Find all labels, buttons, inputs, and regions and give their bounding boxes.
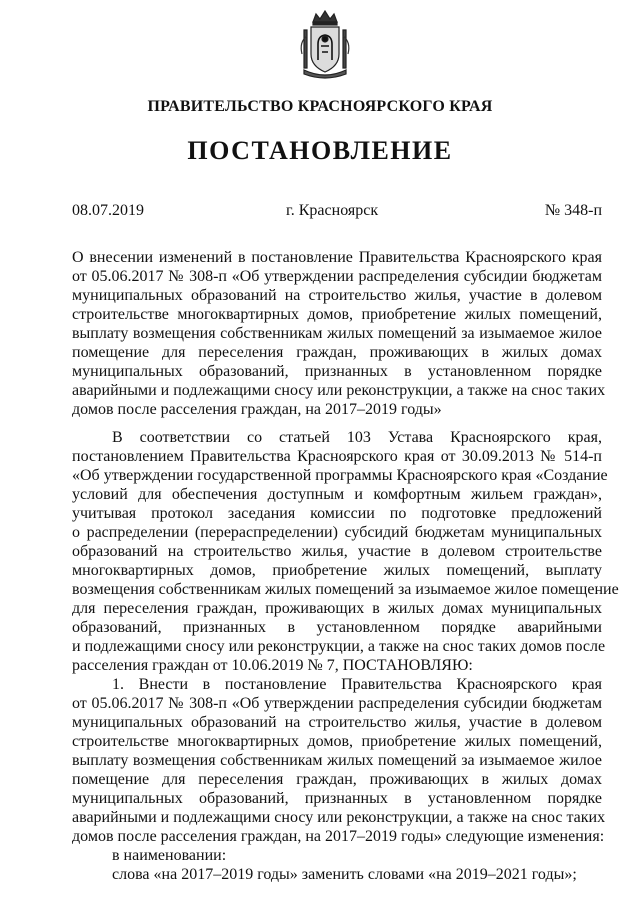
subject-line: выплату возмещения собственникам жилых помещений за изымаемое жилое	[72, 325, 602, 342]
coat-of-arms-icon	[296, 6, 354, 80]
body-line: муниципальных образований на строительство жилья, участие в долевом	[72, 714, 602, 731]
body-line: образований на строительство жилья, участие в долевом строительстве	[72, 543, 602, 560]
subject-line: домов после расселения граждан, на 2017–2019 годы»	[72, 401, 442, 418]
document-date: 08.07.2019	[72, 202, 144, 219]
body-line: домов после расселения граждан, на 2017–2019 годы» следующие изменения:	[72, 828, 605, 845]
body-line: и подлежащими сносу или реконструкции, а также на снос таких домов после	[72, 638, 606, 655]
subject-line: от 05.06.2017 № 308-п «Об утверждении распределения субсидии бюджетам	[72, 268, 602, 285]
body-line: 1. Внести в постановление Правительства Красноярского края	[112, 676, 602, 693]
subject-line: аварийными и подлежащими сносу или реконструкции, а также на снос таких	[72, 382, 606, 399]
document-number: № 348-п	[544, 202, 602, 219]
subject-line: строительстве многоквартирных домов, приобретение жилых помещений,	[72, 306, 602, 323]
subject-line: помещение для переселения граждан, проживающих в жилых домах	[72, 344, 602, 361]
body-line: слова «на 2017–2019 годы» заменить словами «на 2019–2021 годы»;	[112, 866, 577, 883]
body-line: образований, признанных в установленном порядке аварийными	[72, 619, 602, 636]
body-line: выплату возмещения собственникам жилых помещений за изымаемое жилое	[72, 752, 602, 769]
body-line: аварийными и подлежащими сносу или реконструкции, а также на снос таких	[72, 809, 606, 826]
subject-line: О внесении изменений в постановление Правительства Красноярского края	[72, 249, 602, 266]
body-line: В соответствии со статьей 103 Устава Красноярского края,	[112, 429, 602, 446]
body-line: возмещения собственникам жилых помещений за изымаемое жилое помещение	[72, 581, 619, 598]
body-line: учитывая протокол заседания комиссии по подготовке предложений	[72, 505, 602, 522]
document-city: г. Красноярск	[286, 202, 379, 219]
body-line: расселения граждан от 10.06.2019 № 7, ПОСТАНОВЛЯЮ:	[72, 657, 473, 674]
body-line: для переселения граждан, проживающих в жилых домах муниципальных	[72, 600, 602, 617]
document-body	[72, 428, 619, 884]
body-line: помещение для переселения граждан, проживающих в жилых домах	[72, 771, 602, 788]
government-title: ПРАВИТЕЛЬСТВО КРАСНОЯРСКОГО КРАЯ	[147, 98, 493, 115]
document-type-title: ПОСТАНОВЛЕНИЕ	[187, 136, 453, 165]
body-line: постановлением Правительства Красноярского края от 30.09.2013 № 514-п	[72, 448, 602, 465]
body-line: о распределении (перераспределении) субсидий бюджетам муниципальных	[72, 524, 602, 541]
body-line: условий для обеспечения доступным и комфортным жильем граждан»,	[72, 486, 602, 503]
subject-line: муниципальных образований, признанных в установленном порядке	[72, 363, 602, 380]
body-line: «Об утверждении государственной программы Красноярского края «Создание	[72, 467, 608, 484]
body-line: строительстве многоквартирных домов, приобретение жилых помещений,	[72, 733, 602, 750]
body-line: муниципальных образований, признанных в установленном порядке	[72, 790, 602, 807]
body-line: многоквартирных домов, приобретение жилых помещений, выплату	[72, 562, 602, 579]
document-subject	[72, 248, 606, 419]
subject-line: муниципальных образований на строительство жилья, участие в долевом	[72, 287, 602, 304]
body-line: в наименовании:	[112, 847, 227, 864]
body-line: от 05.06.2017 № 308-п «Об утверждении распределения субсидии бюджетам	[72, 695, 602, 712]
